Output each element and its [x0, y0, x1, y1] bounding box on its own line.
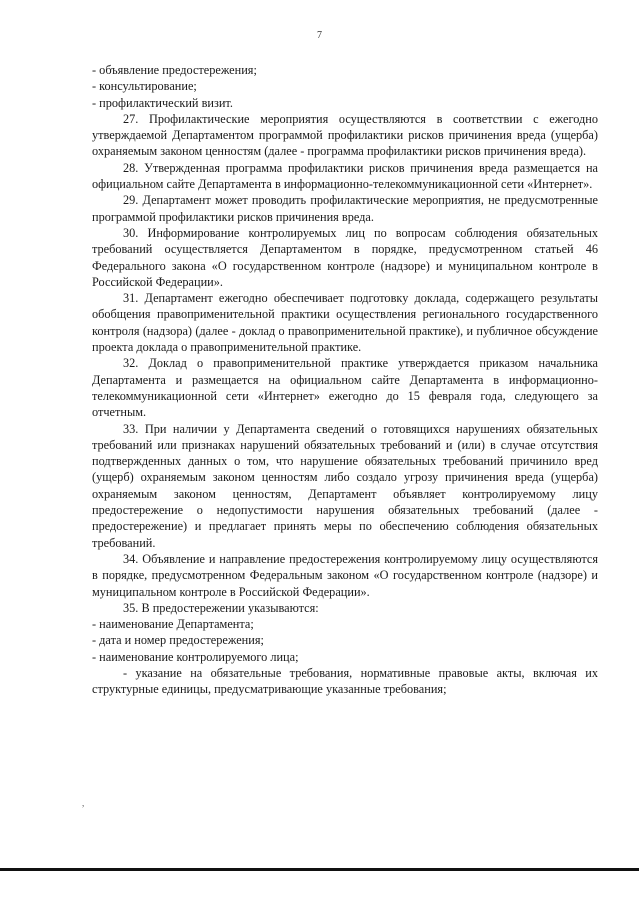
- list-item-long: - указание на обязательные требования, нормативные правовые акты, включая их структурные единицы, предусматривающие указанные требования;: [92, 665, 598, 697]
- paragraph-33: 33. При наличии у Департамента сведений о готовящихся нарушениях обязательных требований или признаках нарушений обязательных требований и (или) в случае отсутствия подтвержденных данных о том, что нарушение обязательных требований причинило вред (ущерб) охраняемым законом ценностям либо создало угрозу причинения вреда (ущерба) охраняемым законом ценностям, Департамент объявляет контролируемому лицу предостережение о недопустимости нарушения обязательных требований (далее - предостережение) и предлагает принять меры по обеспечению соблюдения обязательных требований.: [92, 421, 598, 550]
- paragraph-30: 30. Информирование контролируемых лиц по вопросам соблюдения обязательных требований осуществляется Департаментом в порядке, предусмотренном статьей 46 Федерального закона «О государственном контроле (надзоре) и муниципальном контроле в Российской Федерации».: [92, 225, 598, 289]
- paragraph-31: 31. Департамент ежегодно обеспечивает подготовку доклада, содержащего результаты обобщения правоприменительной практики осуществления регионального государственного контроля (надзора) (далее - доклад о правоприменительной практике), и публичное обсуждение проекта доклада о правоприменительной практике.: [92, 291, 598, 355]
- document-body: [92, 62, 598, 698]
- scan-artifact: ,: [82, 798, 85, 808]
- list-item: - объявление предостережения;: [92, 63, 257, 77]
- list-item: - наименование Департамента;: [92, 617, 254, 632]
- paragraph-27: 27. Профилактические мероприятия осуществляются в соответствии с ежегодно утверждаемой Департаментом программой профилактики рисков причинения вреда (ущерба) охраняемым законом ценностям (далее - программа профилактики рисков причинения вреда).: [92, 111, 598, 159]
- paragraph-32: 32. Доклад о правоприменительной практике утверждается приказом начальника Департамента и размещается на официальном сайте Департамента в информационно-телекоммуникационной сети «Интернет» ежегодно до 15 февраля года, следующего за отчетным.: [92, 356, 598, 420]
- paragraph-28: 28. Утвержденная программа профилактики рисков причинения вреда размещается на официальном сайте Департамента в информационно-телекоммуникационной сети «Интернет».: [92, 160, 598, 192]
- paragraph-34: 34. Объявление и направление предостережения контролируемому лицу осуществляются в порядке, предусмотренном Федеральным законом «О государственном контроле (надзоре) и муниципальном контроле в Российской Федерации».: [92, 551, 598, 599]
- paragraph-29: 29. Департамент может проводить профилактические мероприятия, не предусмотренные программой профилактики рисков причинения вреда.: [92, 193, 598, 224]
- list-item: - консультирование;: [92, 79, 197, 94]
- page-bottom-rule: [0, 868, 639, 871]
- list-item: - наименование контролируемого лица;: [92, 649, 299, 664]
- page-number: 7: [317, 30, 322, 41]
- list-item: - дата и номер предостережения;: [92, 633, 264, 648]
- list-item: - профилактический визит.: [92, 95, 233, 110]
- paragraph-35: 35. В предостережении указываются:: [123, 600, 319, 615]
